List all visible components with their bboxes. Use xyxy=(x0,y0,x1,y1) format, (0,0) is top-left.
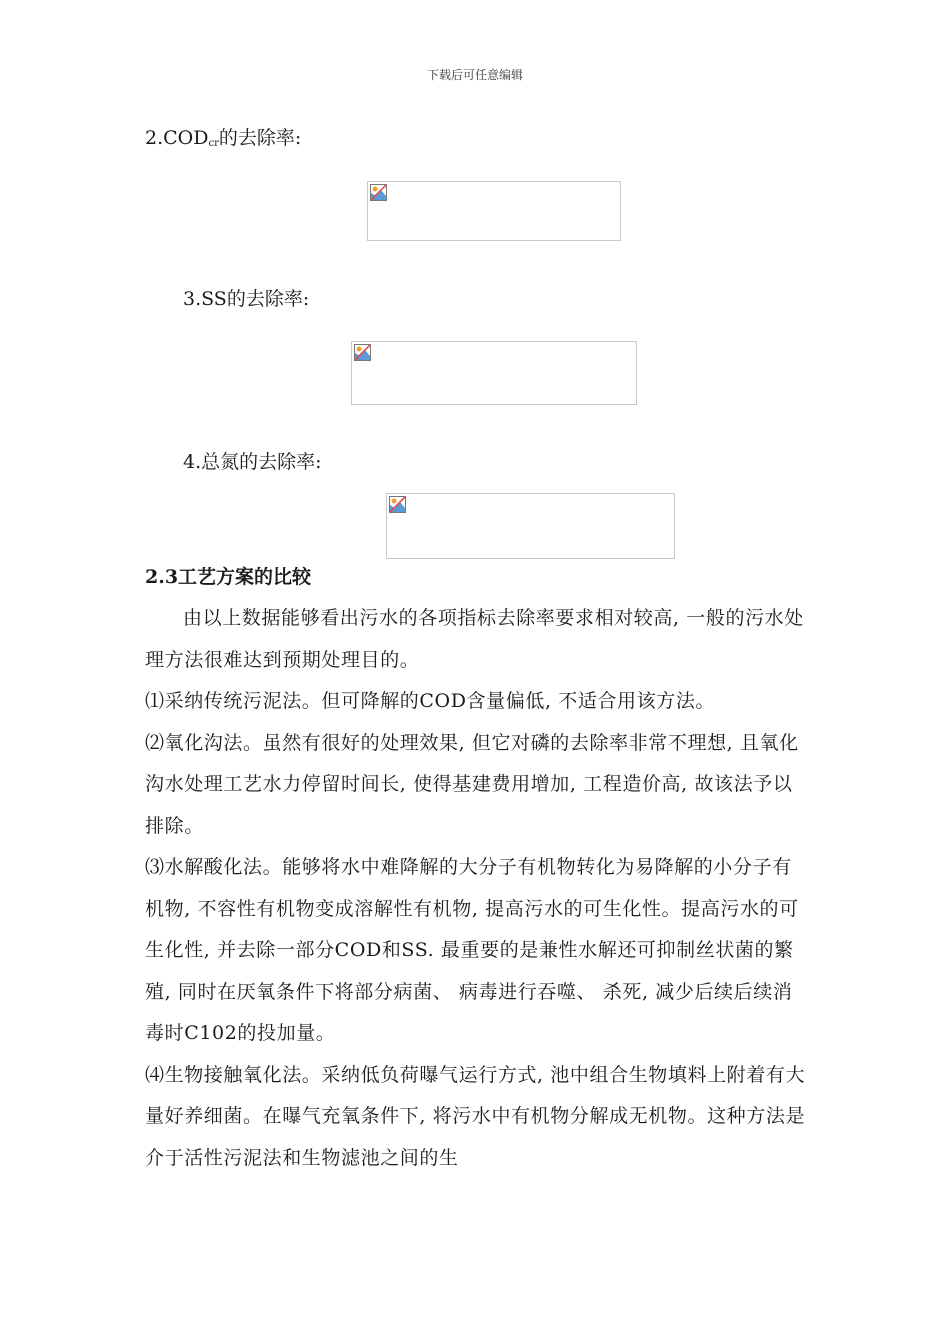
method-4-paragraph: ⑷生物接触氧化法。采纳低负荷曝气运行方式, 池中组合生物填料上附着有大量好养细菌。在曝气充氧条件下, 将污水中有机物分解成无机物。这种方法是介于活性污泥法和生物滤池之间的生 xyxy=(145,1063,806,1169)
broken-image-icon xyxy=(389,496,406,513)
method-3-paragraph: ⑶水解酸化法。能够将水中难降解的大分子有机物转化为易降解的小分子有机物, 不容性有机物变成溶解性有机物, 提高污水的可生化性。提高污水的可生化性, 并去除一部分COD和SS. 最重要的是兼性水解还可抑制丝状菌的繁殖, 同时在厌氧条件下将部分病菌、 病毒进行吞噬、 杀死, 减少后续后续消毒时C102的投加量。 xyxy=(145,856,799,1044)
cod-heading-suffix: 的去除率: xyxy=(218,127,302,149)
broken-image-icon xyxy=(370,184,387,201)
cod-heading-subscript: cr xyxy=(208,138,219,149)
cod-formula-image xyxy=(367,181,621,241)
total-nitrogen-removal-heading: 4.总氮的去除率: xyxy=(183,451,322,473)
page-header-watermark: 下载后可任意编辑 xyxy=(426,68,523,82)
section-title: 2.3工艺方案的比较 xyxy=(145,566,312,588)
cod-heading-prefix: COD xyxy=(163,127,209,149)
method-1-paragraph: ⑴采纳传统污泥法。但可降解的COD含量偏低, 不适合用该方法。 xyxy=(145,690,716,712)
broken-image-icon xyxy=(354,344,371,361)
total-nitrogen-formula-image xyxy=(386,493,675,559)
ss-formula-image xyxy=(351,341,637,405)
cod-removal-heading xyxy=(145,126,301,156)
section-body xyxy=(145,598,809,1179)
method-2-paragraph: ⑵氧化沟法。虽然有很好的处理效果, 但它对磷的去除率非常不理想, 且氧化沟水处理工艺水力停留时间长, 使得基建费用增加, 工程造价高, 故该法予以排除。 xyxy=(145,731,799,837)
intro-paragraph: 由以上数据能够看出污水的各项指标去除率要求相对较高, 一般的污水处理方法很难达到预期处理目的。 xyxy=(145,607,804,671)
ss-removal-heading: 3.SS的去除率: xyxy=(183,288,310,310)
cod-heading-number: 2. xyxy=(145,127,164,149)
